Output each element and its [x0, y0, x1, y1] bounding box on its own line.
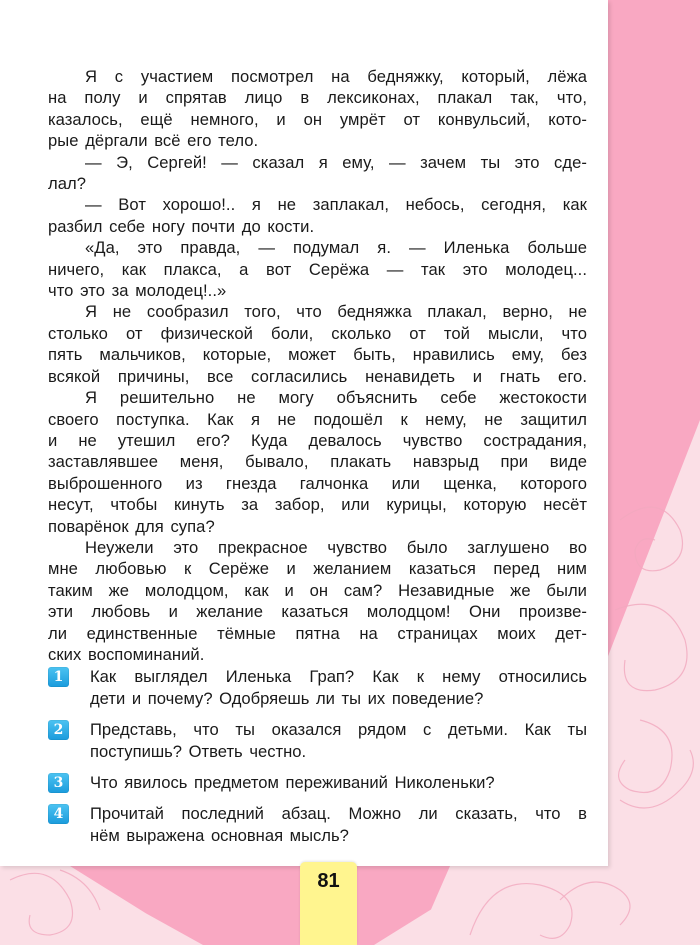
- number-badge-icon: 2: [48, 720, 69, 740]
- text-line: и не утешил его? Куда девалось чувство сострадания,: [48, 430, 587, 450]
- paragraph: [48, 387, 587, 537]
- question-line: Прочитай последний абзац. Можно ли сказать, что в: [90, 804, 587, 823]
- paragraph: [48, 237, 587, 301]
- text-line: ничего, как плакса, а вот Серёжа — так это молодец...: [48, 259, 587, 279]
- number-badge-icon: 4: [48, 804, 69, 824]
- questions-list: [48, 666, 587, 856]
- paragraph: [48, 152, 587, 195]
- question-3: [48, 772, 587, 794]
- text-line: своего поступка. Как я не подошёл к нему, не защитил: [48, 409, 587, 429]
- text-line: рые дёргали всё его тело.: [48, 131, 259, 151]
- page-number: 81: [317, 870, 340, 892]
- text-line: казалось, ещё немного, и он умрёт от конвульсий, кото-: [48, 109, 587, 129]
- question-line: Что явилось предметом переживаний Николеньки?: [90, 773, 495, 792]
- question-line: дети и почему? Одобряешь ли ты их поведение?: [90, 689, 484, 708]
- text-line: ли единственные тёмные пятна на страницах моих дет-: [48, 623, 587, 643]
- text-line: «Да, это правда, — подумал я. — Иленька больше: [85, 238, 587, 258]
- story-text: [48, 66, 587, 665]
- text-line: Я не сообразил того, что бедняжка плакал, верно, не: [85, 302, 587, 322]
- text-line: на полу и спрятав лицо в лексиконах, плакал так, что,: [48, 88, 587, 108]
- question-2: [48, 719, 587, 763]
- text-line: заставлявшее меня, бывало, плакать навзрыд при виде: [48, 452, 587, 472]
- text-line: Я решительно не могу объяснить себе жестокости: [85, 388, 587, 408]
- paragraph: [48, 66, 587, 152]
- text-line: несут, чтобы кинуть за забор, или курицы, которую несёт: [48, 495, 587, 515]
- text-line: всякой причины, все согласились ненавидеть и гнать его.: [48, 366, 587, 386]
- text-line: Неужели это прекрасное чувство было заглушено во: [85, 537, 587, 557]
- paragraph: [48, 537, 587, 665]
- question-line: поступишь? Ответь честно.: [90, 742, 307, 761]
- text-line: — Вот хорошо!.. я не заплакал, небось, сегодня, как: [85, 195, 587, 215]
- text-line: поварёнок для супа?: [48, 516, 215, 536]
- text-line: пять мальчиков, которые, может быть, нравились ему, без: [48, 345, 587, 365]
- page-number-tab: [300, 862, 357, 945]
- text-line: эти любовь и желание казаться молодцом! Они произве-: [48, 602, 587, 622]
- paragraph: [48, 194, 587, 237]
- text-line: мне любовью к Серёже и желанием казаться перед ним: [48, 559, 587, 579]
- paragraph: [48, 301, 587, 387]
- text-line: столько от физической боли, сколько от той мысли, что: [48, 323, 587, 343]
- question-4: [48, 803, 587, 847]
- text-line: что это за молодец!..»: [48, 281, 227, 301]
- question-line: Как выглядел Иленька Грап? Как к нему относились: [90, 667, 587, 686]
- text-line: Я с участием посмотрел на бедняжку, который, лёжа: [85, 67, 587, 86]
- text-line: — Э, Сергей! — сказал я ему, — зачем ты это сде-: [85, 152, 587, 172]
- number-badge-icon: 3: [48, 773, 69, 793]
- text-line: лал?: [48, 174, 87, 194]
- number-badge-icon: 1: [48, 667, 69, 687]
- text-line: таким же молодцом, как и он сам? Незавидные же были: [48, 580, 587, 600]
- text-line: разбил себе ногу почти до кости.: [48, 216, 315, 236]
- text-line: выброшенного из гнезда галчонка или щенка, которого: [48, 473, 587, 493]
- question-1: [48, 666, 587, 710]
- text-line: ских воспоминаний.: [48, 644, 205, 664]
- question-line: Представь, что ты оказался рядом с детьми. Как ты: [90, 720, 587, 739]
- question-line: нём выражена основная мысль?: [90, 826, 349, 845]
